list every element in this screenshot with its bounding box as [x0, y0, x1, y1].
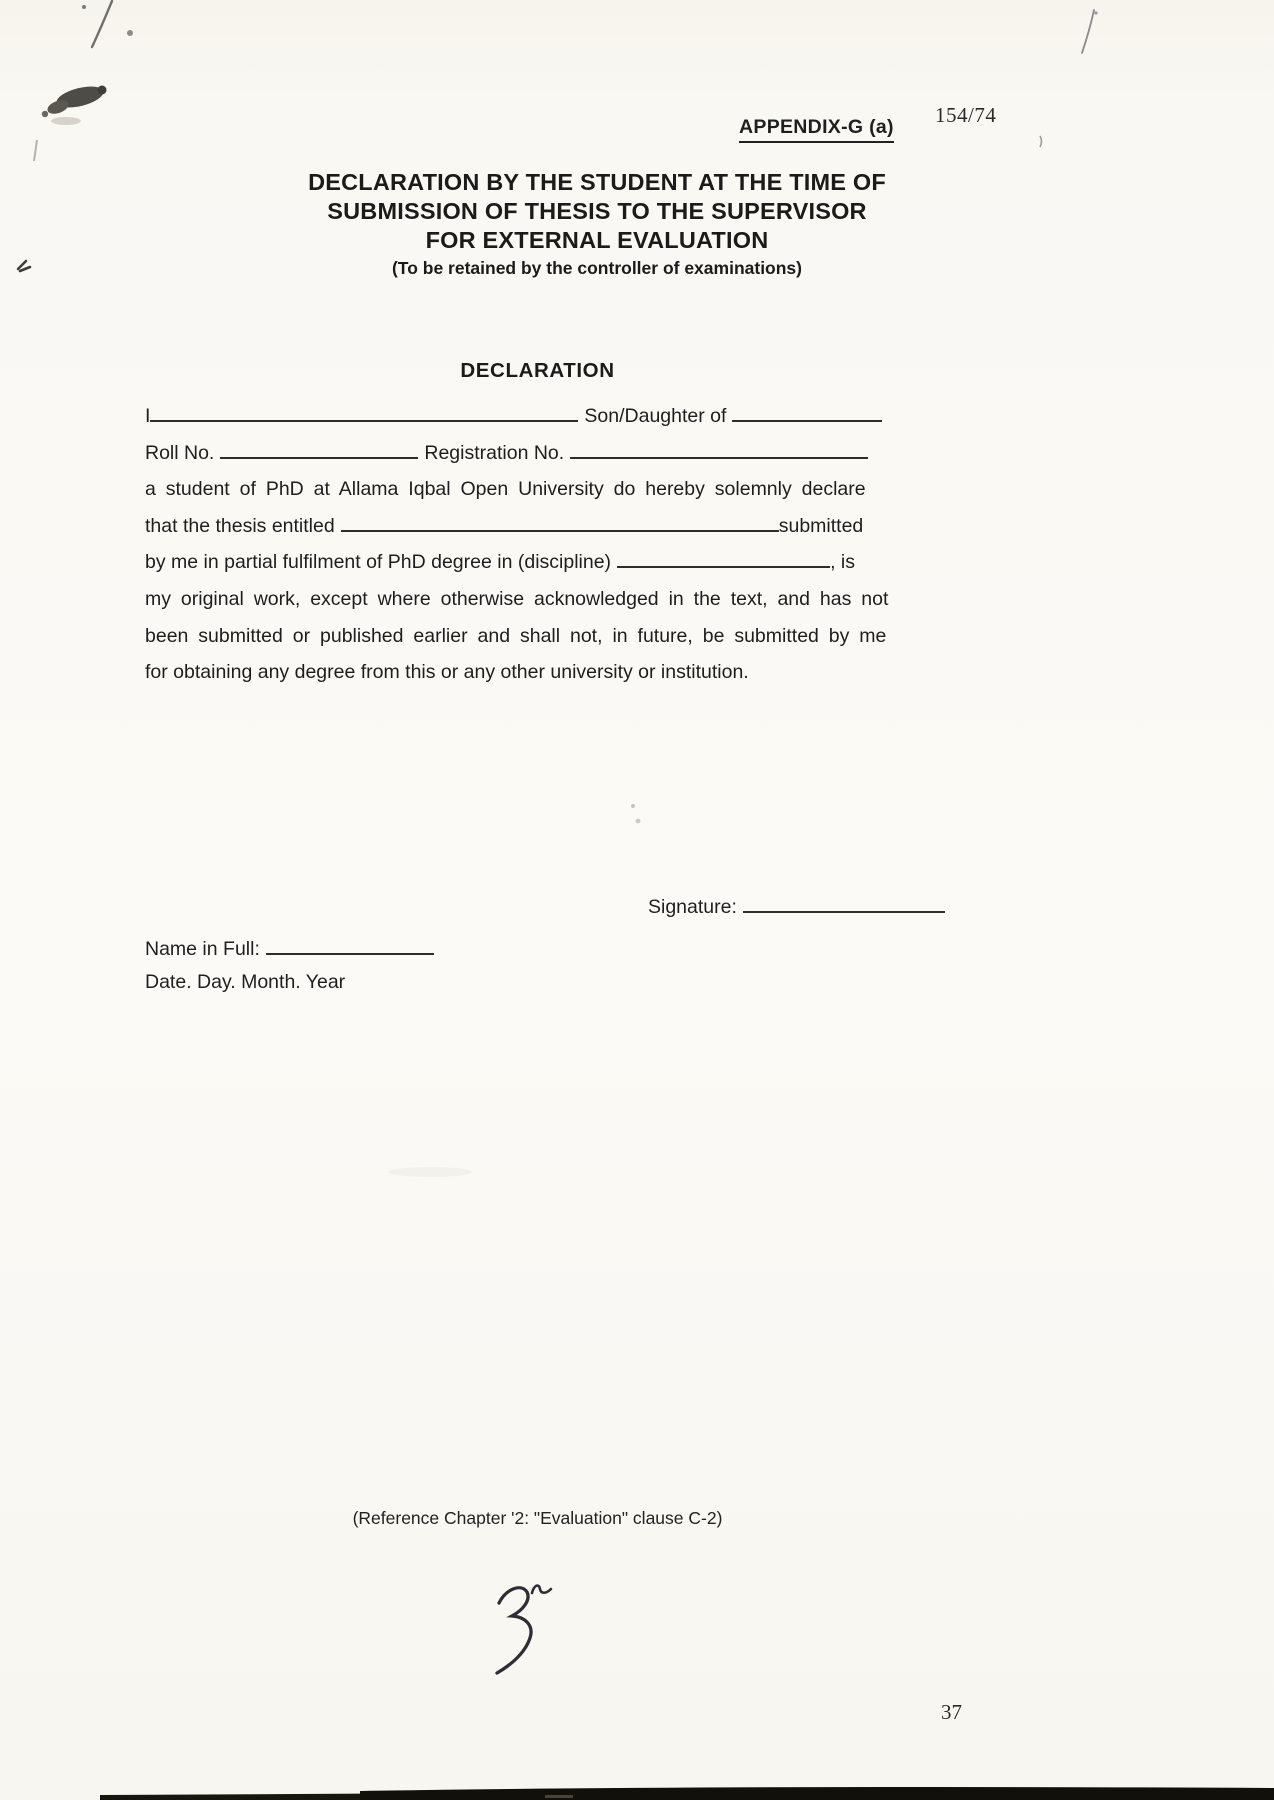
- declaration-heading: DECLARATION: [460, 359, 615, 382]
- discipline-label: by me in partial fulfilment of PhD degree in (discipline): [145, 551, 612, 574]
- scanner-edge-artifact: [100, 1787, 1274, 1800]
- form-line-name: [145, 398, 945, 435]
- thesis-entitled-label: that the thesis entitled: [145, 514, 335, 537]
- corner-mark-artifact: [1040, 10, 1098, 147]
- page-number: 37: [941, 1700, 962, 1724]
- form-title: [157, 168, 1037, 279]
- signature-blank: [743, 894, 945, 913]
- title-subtitle: (To be retained by the controller of examinations): [391, 258, 802, 278]
- form-line-student-of: a student of PhD at Allama Iqbal Open University do hereby solemnly declare: [145, 478, 866, 501]
- title-line-3: FOR EXTERNAL EVALUATION: [425, 227, 769, 253]
- reference-note: (Reference Chapter '2: "Evaluation" clause C-2): [352, 1508, 723, 1528]
- title-line-2: SUBMISSION OF THESIS TO THE SUPERVISOR: [327, 198, 867, 224]
- stamp-number: 154/74: [935, 103, 997, 127]
- submitted-label: submitted: [778, 514, 864, 537]
- date-line: Date. Day. Month. Year: [145, 971, 346, 993]
- form-line-obtaining-degree: for obtaining any degree from this or any other university or institution.: [145, 661, 749, 684]
- handwritten-mark: [497, 1586, 551, 1673]
- signature-line: [648, 894, 945, 919]
- form-line-discipline: [145, 544, 945, 581]
- pronoun-label: I: [145, 405, 151, 427]
- name-in-full-line: [145, 936, 434, 961]
- parent-name-blank: [732, 403, 882, 422]
- son-daughter-label: Son/Daughter of: [584, 405, 727, 427]
- ink-blob-artifact: [34, 82, 107, 161]
- form-line-rollno: [145, 435, 945, 472]
- roll-no-blank: [220, 439, 418, 458]
- declaration-body: [145, 398, 945, 691]
- form-line-not-submitted: been submitted or published earlier and shall not, in future, be submitted by me: [145, 624, 887, 647]
- name-in-full-blank: [266, 936, 434, 955]
- registration-no-blank: [570, 439, 868, 458]
- title-line-1: DECLARATION BY THE STUDENT AT THE TIME OF: [308, 169, 886, 195]
- signature-label: Signature:: [648, 896, 737, 919]
- appendix-label: APPENDIX-G (a): [739, 116, 894, 143]
- pen-stroke-artifact: [82, 1, 133, 47]
- name-in-full-label: Name in Full:: [145, 938, 260, 961]
- thesis-title-blank: [341, 513, 779, 532]
- form-line-thesis-title: [145, 508, 945, 545]
- speck-artifacts: [388, 804, 640, 1177]
- is-label: , is: [830, 551, 855, 574]
- discipline-blank: [617, 549, 830, 568]
- student-name-blank: [150, 403, 578, 422]
- roll-no-label: Roll No.: [145, 441, 215, 464]
- form-line-original-work: my original work, except where otherwise acknowledged in the text, and has not: [145, 587, 889, 610]
- registration-no-label: Registration No.: [424, 441, 565, 464]
- margin-mark-artifact: [18, 261, 30, 271]
